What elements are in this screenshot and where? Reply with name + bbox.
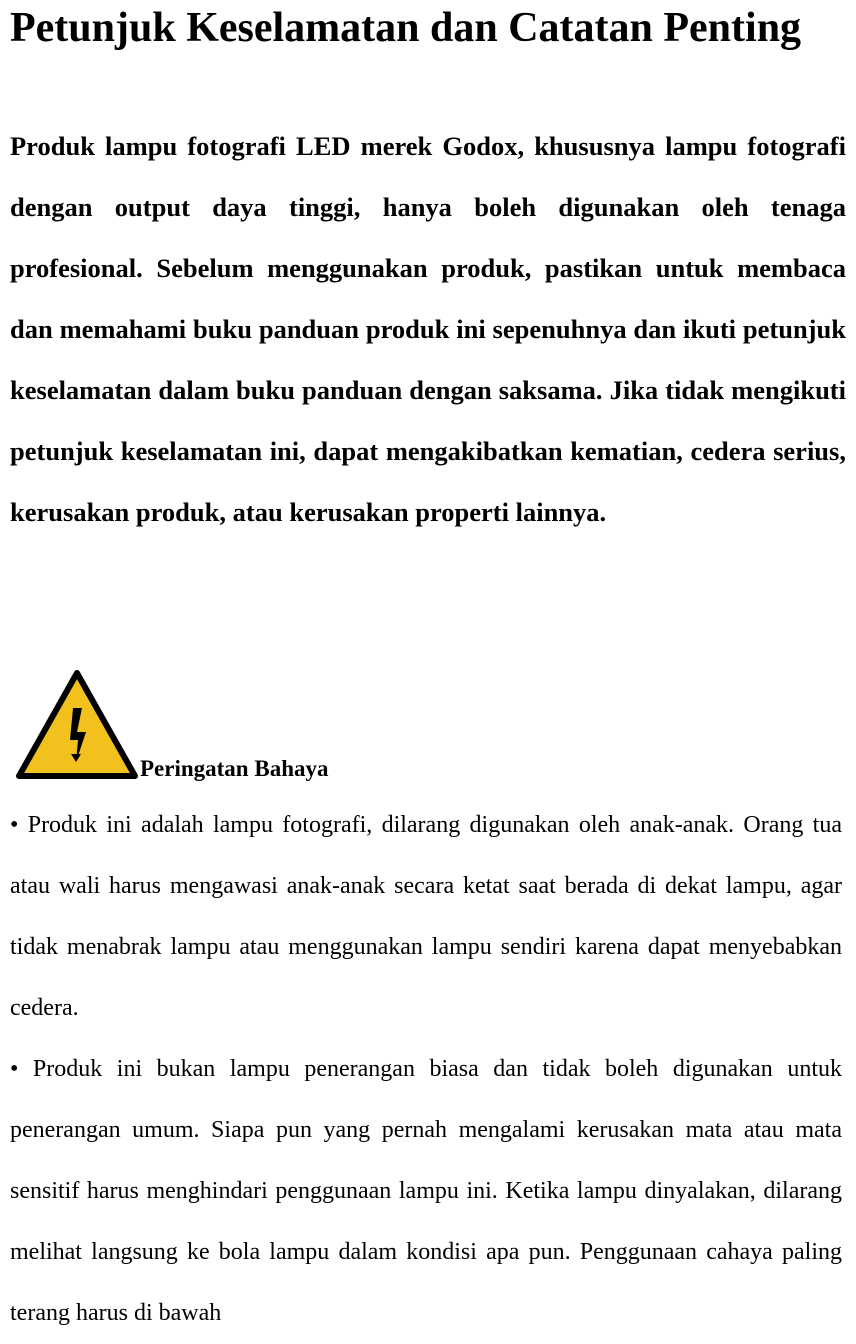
- page-title: Petunjuk Keselamatan dan Catatan Penting: [10, 5, 802, 51]
- warning-paragraph-2: • Produk ini bukan lampu penerangan biasa dan tidak boleh digunakan untuk penerangan umum. Siapa pun yang pernah mengalami kerusakan mata atau mata sensitif harus menghindari penggunaan lampu ini. Ketika lampu dinyalakan, dilarang melihat langsung ke bola lampu dalam kondisi apa pun. Penggunaan cahaya paling terang harus di bawah: [10, 1056, 842, 1326]
- warning-paragraph-1: • Produk ini adalah lampu fotografi, dilarang digunakan oleh anak-anak. Orang tua atau wali harus mengawasi anak-anak secara ketat saat berada di dekat lampu, agar tidak menabrak lampu atau menggunakan lampu sendiri karena dapat menyebabkan cedera.: [10, 812, 842, 1021]
- warning-title: Peringatan Bahaya: [140, 756, 329, 781]
- intro-paragraph: Produk lampu fotografi LED merek Godox, khususnya lampu fotografi dengan output daya tinggi, hanya boleh digunakan oleh tenaga profesional. Sebelum menggunakan produk, pastikan untuk membaca dan memahami buku panduan produk ini sepenuhnya dan ikuti petunjuk keselamatan dalam buku panduan dengan saksama. Jika tidak mengikuti petunjuk keselamatan ini, dapat mengakibatkan kematian, cedera serius, kerusakan produk, atau kerusakan properti lainnya.: [10, 131, 846, 527]
- high-voltage-warning-icon: [16, 670, 138, 780]
- warning-body: [10, 795, 842, 1344]
- warning-header: [16, 670, 516, 790]
